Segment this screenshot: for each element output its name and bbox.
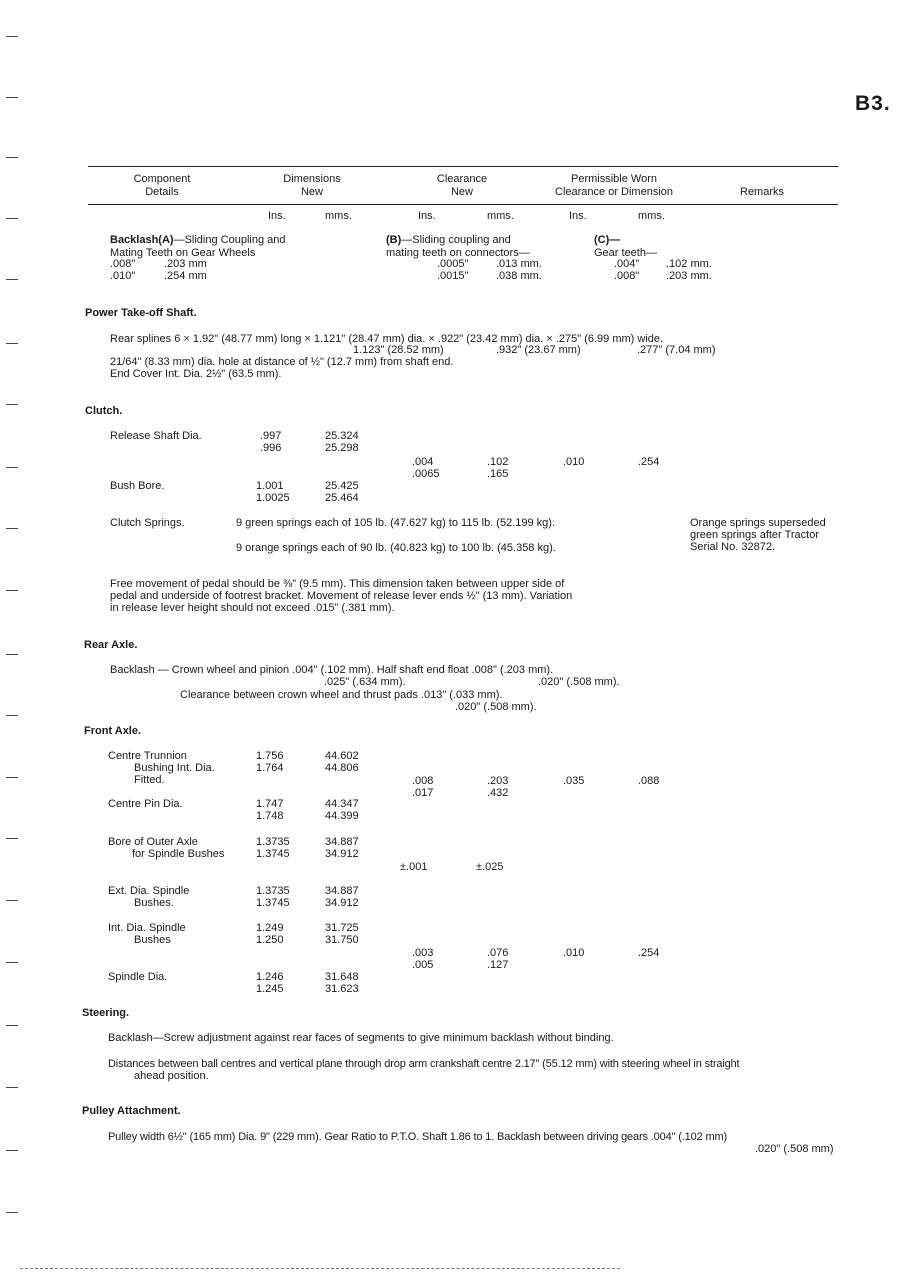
- clutch-springs-orange: 9 orange springs each of 90 lb. (40.823 kg) to 100 lb. (45.358 kg).: [236, 542, 556, 554]
- front-trunnion-label: Centre Trunnion Bushing Int. Dia. Fitted.: [108, 750, 215, 786]
- value: .010: [563, 947, 585, 959]
- backlash-b-value: .0015": [437, 270, 469, 282]
- backlash-a-heading: Backlash(A)—Sliding Coupling and: [110, 234, 286, 246]
- backlash-c-value: .008": [614, 270, 640, 282]
- header-component-details: Component Details: [133, 173, 191, 198]
- margin-tick: [6, 218, 18, 219]
- pto-line: .277" (7.04 mm): [637, 344, 716, 356]
- value: .005: [412, 959, 434, 971]
- value: .0065: [412, 468, 440, 480]
- page-number: B3.: [855, 92, 891, 115]
- value: 25.298: [325, 442, 359, 454]
- rear-axle-line: .020" (.508 mm).: [538, 676, 620, 688]
- section-title-pulley: Pulley Attachment.: [82, 1105, 181, 1117]
- front-int-label: Int. Dia. Spindle Bushes: [108, 922, 186, 946]
- rear-axle-line: Clearance between crown wheel and thrust pads .013" (.033 mm).: [180, 689, 503, 701]
- margin-tick: [6, 1150, 18, 1151]
- backlash-a-value: .010": [110, 270, 136, 282]
- rear-axle-line: .025" (.634 mm).: [324, 676, 406, 688]
- value: 31.623: [325, 983, 359, 995]
- value: 44.806: [325, 762, 359, 774]
- value: 1.3735: [256, 836, 290, 848]
- margin-tick: [6, 777, 18, 778]
- value: 31.648: [325, 971, 359, 983]
- margin-tick: [6, 279, 18, 280]
- front-spindle-label: Spindle Dia.: [108, 971, 168, 983]
- unit-label: Ins.: [418, 210, 436, 222]
- backlash-b-value: .0005": [437, 258, 469, 270]
- value: .997: [260, 430, 282, 442]
- value: 34.887: [325, 836, 359, 848]
- value: 1.747: [256, 798, 284, 810]
- clutch-springs-label: Clutch Springs.: [110, 517, 185, 529]
- value: .203: [487, 775, 509, 787]
- value: .432: [487, 787, 509, 799]
- unit-label: mms.: [487, 210, 514, 222]
- unit-label: Ins.: [569, 210, 587, 222]
- value: .008: [412, 775, 434, 787]
- margin-tick: [6, 715, 18, 716]
- section-title-steering: Steering.: [82, 1007, 130, 1019]
- margin-tick: [6, 343, 18, 344]
- margin-tick: [6, 404, 18, 405]
- backlash-a-value: .008": [110, 258, 136, 270]
- margin-tick: [6, 1212, 18, 1213]
- value: ±.025: [476, 861, 504, 873]
- value: .010: [563, 456, 585, 468]
- rear-axle-line: Backlash — Crown wheel and pinion .004" (.102 mm). Half shaft end float .008" (.203 mm).: [110, 664, 554, 676]
- front-ext-label: Ext. Dia. Spindle Bushes.: [108, 885, 190, 909]
- margin-tick: [6, 654, 18, 655]
- value: .004: [412, 456, 434, 468]
- value: 25.464: [325, 492, 359, 504]
- value: 1.0025: [256, 492, 290, 504]
- value: 1.748: [256, 810, 284, 822]
- value: .017: [412, 787, 434, 799]
- value: 1.001: [256, 480, 284, 492]
- value: 1.764: [256, 762, 284, 774]
- pulley-line: .020" (.508 mm): [755, 1143, 834, 1155]
- value: .254: [638, 947, 660, 959]
- header-remarks: Remarks: [740, 186, 785, 198]
- clutch-bush-label: Bush Bore.: [110, 480, 165, 492]
- value: 1.246: [256, 971, 284, 983]
- value: 31.725: [325, 922, 359, 934]
- pto-line: Rear splines 6 × 1.92" (48.77 mm) long × 1.121" (28.47 mm) dia. × .922" (23.42 mm) dia. × .275" (6.99 mm) wide.: [110, 333, 664, 345]
- value: 1.3745: [256, 848, 290, 860]
- value: 1.250: [256, 934, 284, 946]
- bottom-scan-edge: [20, 1268, 620, 1269]
- value: 34.912: [325, 897, 359, 909]
- unit-label: mms.: [325, 210, 352, 222]
- front-bore-label: Bore of Outer Axle for Spindle Bushes: [108, 836, 225, 860]
- value: 44.602: [325, 750, 359, 762]
- section-title-clutch: Clutch.: [85, 405, 123, 417]
- pulley-line: Pulley width 6½" (165 mm) Dia. 9" (229 mm). Gear Ratio to P.T.O. Shaft 1.86 to 1. Backlash between driving gears .004" (.102 mm): [108, 1131, 727, 1143]
- backlash-b-heading: (B)—Sliding coupling and: [386, 234, 511, 246]
- rear-axle-line: .020" (.508 mm).: [455, 701, 537, 713]
- backlash-a-value: .203 mm: [164, 258, 207, 270]
- backlash-a-value: .254 mm: [164, 270, 207, 282]
- margin-tick: [6, 467, 18, 468]
- front-pin-label: Centre Pin Dia.: [108, 798, 183, 810]
- value: 34.887: [325, 885, 359, 897]
- header-bottom-rule: [88, 204, 838, 205]
- steering-line: ahead position.: [134, 1070, 209, 1082]
- backlash-b-value: .038 mm.: [496, 270, 542, 282]
- value: 1.3735: [256, 885, 290, 897]
- margin-tick: [6, 1025, 18, 1026]
- section-title-pto: Power Take-off Shaft.: [85, 307, 197, 319]
- backlash-c-value: .102 mm.: [666, 258, 712, 270]
- unit-label: Ins.: [268, 210, 286, 222]
- margin-tick: [6, 97, 18, 98]
- steering-line: Backlash—Screw adjustment against rear faces of segments to give minimum backlash without binding.: [108, 1032, 614, 1044]
- value: .165: [487, 468, 509, 480]
- value: .254: [638, 456, 660, 468]
- margin-tick: [6, 1087, 18, 1088]
- value: ±.001: [400, 861, 428, 873]
- margin-tick: [6, 157, 18, 158]
- backlash-b-subheading: mating teeth on connectors—: [386, 247, 530, 259]
- value: .088: [638, 775, 660, 787]
- clutch-springs-green: 9 green springs each of 105 lb. (47.627 kg) to 115 lb. (52.199 kg).: [236, 517, 555, 529]
- value: .102: [487, 456, 509, 468]
- margin-tick: [6, 900, 18, 901]
- pto-line: End Cover Int. Dia. 2½" (63.5 mm).: [110, 368, 282, 380]
- clutch-free-movement-note: Free movement of pedal should be ⅜" (9.5 mm). This dimension taken between upper side of pedal and underside of footrest bracket. Movement of release lever ends ½" (13 mm). Variation in release lever height should not exceed .015" (.381 mm).: [110, 578, 573, 614]
- pto-line: 1.123" (28.52 mm): [353, 344, 444, 356]
- section-title-front-axle: Front Axle.: [84, 725, 142, 737]
- value: .996: [260, 442, 282, 454]
- value: .035: [563, 775, 585, 787]
- header-clearance-new: Clearance New: [436, 173, 488, 198]
- value: .127: [487, 959, 509, 971]
- margin-tick: [6, 590, 18, 591]
- backlash-a-subheading: Mating Teeth on Gear Wheels: [110, 247, 256, 259]
- value: 25.425: [325, 480, 359, 492]
- clutch-remark: Orange springs superseded green springs after Tractor Serial No. 32872.: [690, 517, 826, 553]
- backlash-c-heading: (C)—: [594, 234, 621, 246]
- backlash-c-value: .203 mm.: [666, 270, 712, 282]
- margin-tick: [6, 962, 18, 963]
- value: 44.399: [325, 810, 359, 822]
- value: 25.324: [325, 430, 359, 442]
- backlash-b-value: .013 mm.: [496, 258, 542, 270]
- header-dimensions-new: Dimensions New: [283, 173, 341, 198]
- value: 1.249: [256, 922, 284, 934]
- value: 1.756: [256, 750, 284, 762]
- header-top-rule: [88, 166, 838, 167]
- unit-label: mms.: [638, 210, 665, 222]
- value: 44.347: [325, 798, 359, 810]
- value: 1.3745: [256, 897, 290, 909]
- margin-tick: [6, 36, 18, 37]
- value: .003: [412, 947, 434, 959]
- value: 34.912: [325, 848, 359, 860]
- header-permissible-worn: Permissible Worn Clearance or Dimension: [555, 173, 673, 198]
- backlash-c-value: .004": [614, 258, 640, 270]
- section-title-rear-axle: Rear Axle.: [84, 639, 138, 651]
- value: .076: [487, 947, 509, 959]
- value: 1.245: [256, 983, 284, 995]
- clutch-release-label: Release Shaft Dia.: [110, 430, 202, 442]
- backlash-c-subheading: Gear teeth—: [594, 247, 657, 259]
- pto-line: 21/64" (8.33 mm) dia. hole at distance of ½" (12.7 mm) from shaft end.: [110, 356, 454, 368]
- margin-tick: [6, 528, 18, 529]
- pto-line: .932" (23.67 mm): [496, 344, 581, 356]
- steering-line: Distances between ball centres and vertical plane through drop arm crankshaft centre 2.17" (55.12 mm) with steering wheel in straight: [108, 1058, 740, 1070]
- value: 31.750: [325, 934, 359, 946]
- margin-tick: [6, 838, 18, 839]
